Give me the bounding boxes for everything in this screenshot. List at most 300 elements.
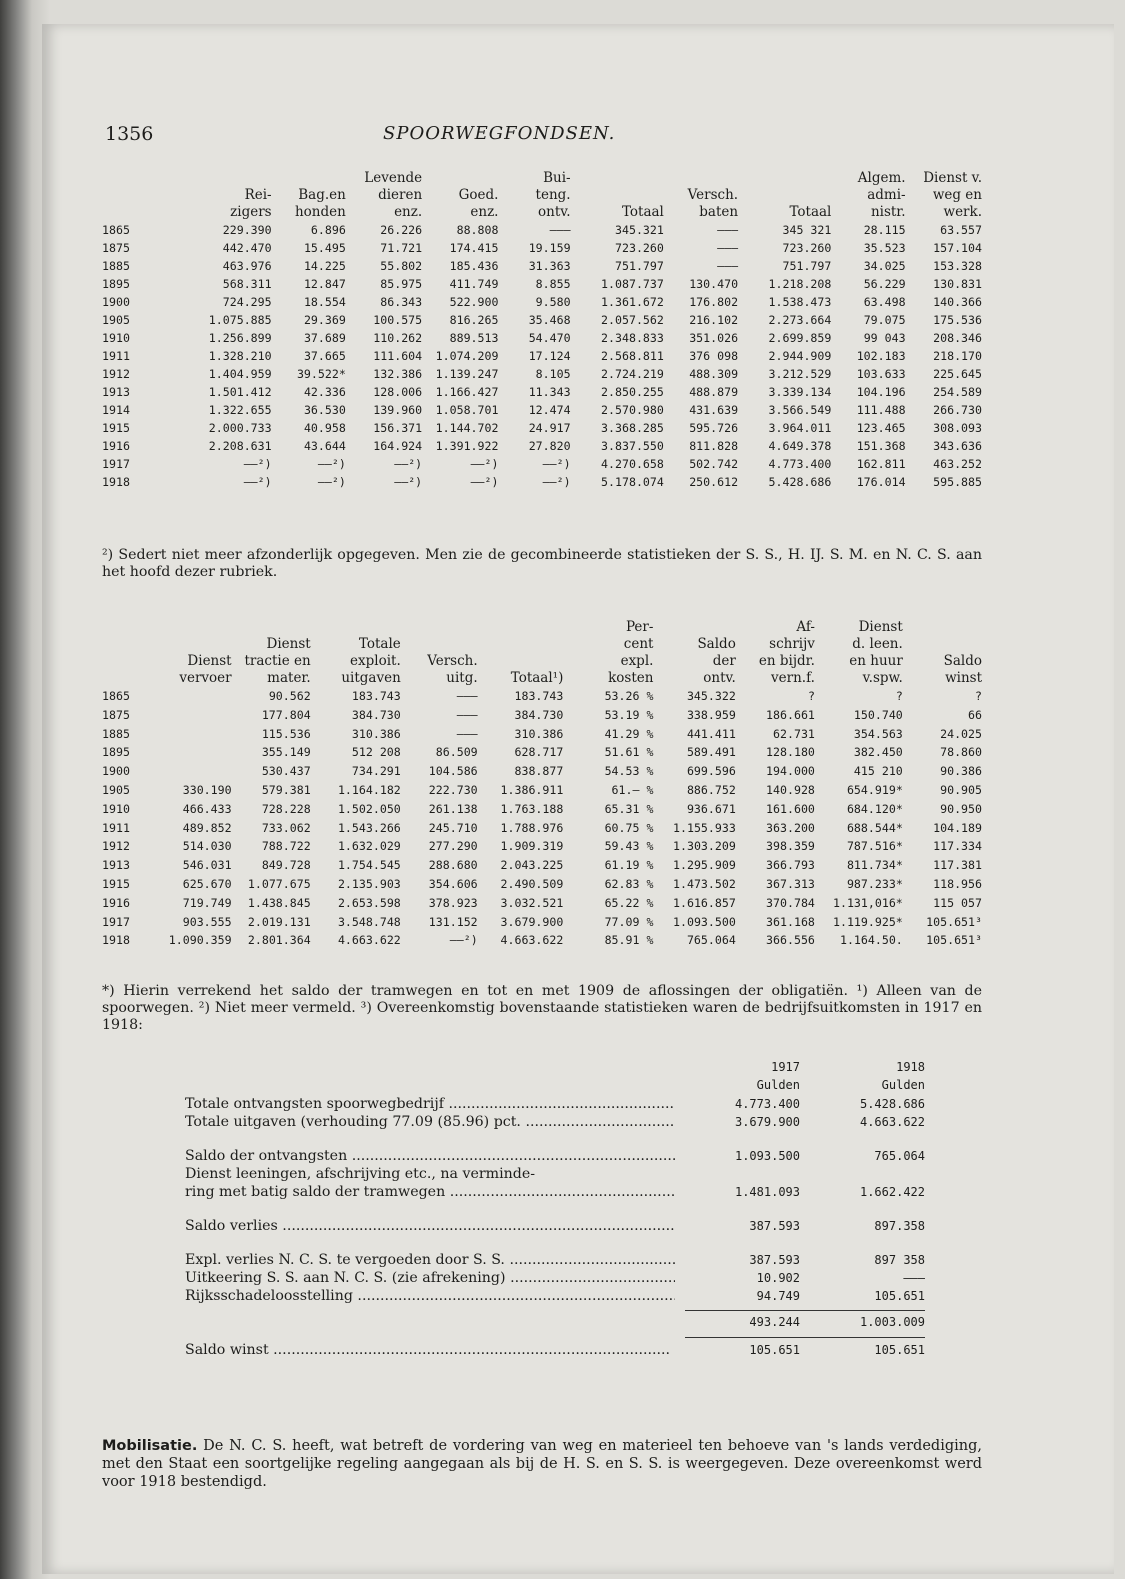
- year-cell: 1915: [102, 421, 130, 435]
- table-cell: ———: [717, 241, 739, 255]
- final-label: Saldo winst .....: [185, 1342, 675, 1358]
- summary-label: ring met batig saldo der tramwegen .....: [185, 1184, 675, 1200]
- column-header: [102, 653, 155, 670]
- column-header: [571, 170, 664, 187]
- table-cell: 71.721: [380, 241, 423, 255]
- year-cell: 1895: [102, 277, 130, 291]
- table-cell: ———: [549, 223, 571, 237]
- table-cell: 162.811: [856, 457, 906, 471]
- table-cell: 765.064: [686, 933, 736, 948]
- year-cell: 1914: [102, 403, 130, 417]
- column-header: vervoer: [179, 670, 232, 686]
- table-cell: 54.470: [528, 331, 571, 345]
- table-cell: 595.885: [933, 475, 982, 489]
- summary-row: [185, 1288, 925, 1306]
- subtotal-1917: 493.244: [749, 1315, 800, 1329]
- table-cell: 156.371: [373, 421, 423, 435]
- table-cell: 150.740: [853, 707, 903, 722]
- table-cell: 1.303.209: [673, 839, 736, 854]
- table-cell: 261.138: [428, 801, 478, 816]
- table-cell: 90.950: [940, 801, 982, 816]
- table-cell: 65.31 %: [604, 801, 654, 816]
- paragraph-text: De N. C. S. heeft, wat betreft de vordering van weg en materieel ten behoeve van 's lands verdediging, met den Staat een soortgelijke regeling aangegaan als bij de H. S. en S. S. is weergegeven. Deze overeenkomst werd voor 1918 bestendigd.: [102, 1438, 982, 1490]
- table-cell: ———: [456, 689, 478, 703]
- table-cell: 90.562: [268, 689, 311, 703]
- results-summary: [185, 1060, 925, 1360]
- table-cell: 1.075.885: [208, 313, 272, 327]
- table-cell: 12.847: [303, 277, 346, 291]
- table-cell: 128.006: [373, 385, 423, 399]
- summary-row: [185, 1252, 925, 1270]
- column-header: [155, 636, 232, 653]
- table-row: [102, 473, 982, 491]
- summary-year-1917: 1917: [771, 1060, 800, 1074]
- summary-value-1918: 105.651: [874, 1289, 925, 1303]
- year-cell: 1900: [102, 764, 130, 779]
- column-header: [155, 619, 232, 636]
- table-cell: 1.391.922: [435, 439, 499, 453]
- summary-row: [185, 1096, 925, 1114]
- column-header: weg en: [932, 187, 982, 203]
- table-row: [102, 347, 982, 365]
- column-header: Saldo: [943, 653, 982, 669]
- year-cell: 1917: [102, 914, 130, 929]
- column-header: Totaal: [621, 204, 664, 220]
- table-cell: 29.369: [303, 313, 346, 327]
- column-header: vern.f.: [771, 670, 815, 686]
- table-cell: 24.025: [940, 726, 982, 741]
- column-header: [311, 619, 401, 636]
- column-header: [102, 670, 155, 687]
- table-cell: 724.295: [222, 295, 272, 309]
- table-cell: 733.062: [261, 820, 311, 835]
- table-cell: 79.075: [863, 313, 906, 327]
- table2-header-row: [102, 619, 982, 636]
- table-cell: 151.368: [856, 439, 906, 453]
- summary-label: Saldo verlies .....: [185, 1218, 675, 1234]
- table-cell: 40.958: [303, 421, 346, 435]
- year-cell: 1911: [102, 820, 130, 835]
- table-cell: 3.548.748: [337, 914, 401, 929]
- table-cell: 1.164.182: [337, 782, 401, 797]
- table-cell: 177.804: [261, 707, 311, 722]
- table-cell: 2.724.219: [601, 367, 664, 381]
- table-cell: 411.749: [449, 277, 499, 291]
- table-cell: 53.19 %: [604, 707, 654, 722]
- table-cell: 185.436: [449, 259, 499, 273]
- table-row: [102, 401, 982, 419]
- table-cell: 367.313: [766, 876, 815, 891]
- table-cell: 625.670: [182, 876, 232, 891]
- table-cell: 115 057: [933, 895, 982, 910]
- table-cell: 345 321: [782, 223, 832, 237]
- summary-label: Totale uitgaven (verhouding 77.09 (85.96) pct. .....: [185, 1114, 675, 1130]
- table-cell: 366.793: [766, 858, 815, 873]
- table-cell: 111.604: [373, 349, 423, 363]
- table-row: [102, 365, 982, 383]
- table-cell: 363.200: [766, 820, 815, 835]
- table-row: [102, 293, 982, 311]
- table-cell: 370.784: [766, 895, 815, 910]
- table-cell: 1.438.845: [247, 895, 311, 910]
- expenditure-table: [102, 619, 982, 950]
- table-cell: 522.900: [449, 295, 499, 309]
- page-number: 1356: [105, 123, 154, 145]
- table-cell: 250.612: [689, 475, 739, 489]
- table-cell: 5.428.686: [768, 475, 832, 489]
- table-cell: 63.557: [940, 223, 982, 237]
- summary-unit-row: [185, 1078, 925, 1096]
- table-cell: 164.924: [373, 439, 423, 453]
- column-header: [232, 619, 311, 636]
- column-header: baten: [699, 204, 739, 220]
- summary-label: Uitkeering S. S. aan N. C. S. (zie afrekening) .....: [185, 1270, 675, 1286]
- summary-row: [185, 1218, 925, 1236]
- year-cell: 1875: [102, 707, 130, 722]
- table-cell: 110.262: [373, 331, 423, 345]
- summary-label: Totale ontvangsten spoorwegbedrijf .....: [185, 1096, 675, 1112]
- column-header: mater.: [267, 670, 311, 686]
- column-header: Bag.en: [298, 187, 346, 203]
- table-cell: [155, 762, 232, 781]
- table-cell: 699.596: [686, 764, 736, 779]
- table-cell: 330.190: [182, 782, 232, 797]
- table-cell: 2.944.909: [768, 349, 832, 363]
- table-cell: 751.797: [615, 259, 664, 273]
- table-cell: 684.120*: [846, 801, 903, 816]
- column-header: [401, 619, 478, 636]
- table-cell: 130.831: [933, 277, 982, 291]
- table-row: [102, 687, 982, 706]
- column-header: Bui-: [543, 170, 571, 186]
- table-cell: 105.651³: [926, 914, 982, 929]
- table-cell: 8.855: [535, 277, 571, 291]
- year-cell: 1910: [102, 331, 130, 345]
- table1-header-row: [102, 204, 982, 221]
- summary-final-row: [185, 1342, 925, 1360]
- table-cell: 589.491: [686, 745, 736, 760]
- table-cell: 99 043: [863, 331, 906, 345]
- table-row: [102, 329, 982, 347]
- column-header: ontv.: [703, 670, 736, 686]
- table-cell: ?: [975, 689, 982, 703]
- table-cell: 105.651³: [926, 933, 982, 948]
- table-cell: 310.386: [351, 726, 401, 741]
- table-cell: 63.498: [863, 295, 906, 309]
- table-cell: 734.291: [351, 764, 401, 779]
- table-row: [102, 275, 982, 293]
- table-cell: 61.— %: [611, 782, 654, 797]
- table-cell: 431.639: [689, 403, 739, 417]
- year-cell: 1885: [102, 259, 130, 273]
- summary-value-1917: 1.481.093: [734, 1185, 800, 1199]
- table-cell: 1.502.050: [337, 801, 401, 816]
- table-cell: 384.730: [514, 707, 564, 722]
- table-cell: 3.837.550: [601, 439, 664, 453]
- table-cell: 382.450: [853, 745, 903, 760]
- column-header: v.spw.: [862, 670, 903, 686]
- subtotal-rule: [685, 1310, 925, 1311]
- table-cell: 14.225: [303, 259, 346, 273]
- table-row: [102, 383, 982, 401]
- table-row: [102, 913, 982, 932]
- table-cell: 208.346: [933, 331, 982, 345]
- table-cell: 488.879: [689, 385, 739, 399]
- table-cell: 1.218.208: [768, 277, 832, 291]
- table-cell: [155, 743, 232, 762]
- table-cell: 1.058.701: [435, 403, 499, 417]
- year-cell: 1875: [102, 241, 130, 255]
- table-cell: 1.404.959: [208, 367, 272, 381]
- table-cell: ——²): [449, 933, 478, 948]
- table-cell: 811.828: [689, 439, 739, 453]
- table-cell: 1.473.502: [673, 876, 736, 891]
- summary-value-1918: 765.064: [874, 1149, 925, 1163]
- year-cell: 1885: [102, 726, 130, 741]
- table-cell: 1.087.737: [601, 277, 664, 291]
- table-cell: 1.090.359: [168, 933, 232, 948]
- table-cell: ———: [456, 726, 478, 741]
- table-cell: 139.960: [373, 403, 423, 417]
- table-cell: 466.433: [182, 801, 232, 816]
- column-header: zigers: [230, 204, 272, 220]
- table-cell: 308.093: [933, 421, 982, 435]
- table-cell: 60.75 %: [604, 820, 654, 835]
- table-cell: 355.149: [261, 745, 311, 760]
- column-header: [478, 653, 564, 670]
- table-cell: 85.975: [380, 277, 423, 291]
- column-header: uitgaven: [341, 670, 401, 686]
- mobilisation-paragraph: [102, 1437, 982, 1491]
- table-cell: 1.361.672: [601, 295, 664, 309]
- table-cell: ———: [717, 259, 739, 273]
- table-cell: 42.336: [303, 385, 346, 399]
- table-cell: ——²): [243, 457, 272, 471]
- table-cell: 1.256.899: [208, 331, 272, 345]
- summary-value-1918: 4.663.622: [859, 1115, 925, 1129]
- table-cell: 37.689: [303, 331, 346, 345]
- year-cell: 1916: [102, 895, 130, 910]
- table-cell: 3.964.011: [768, 421, 832, 435]
- table-cell: 35.523: [863, 241, 906, 255]
- table2-header-row: [102, 636, 982, 653]
- column-header: [738, 170, 831, 187]
- table-cell: 1.322.655: [208, 403, 272, 417]
- column-header: [102, 170, 153, 187]
- year-cell: 1900: [102, 295, 130, 309]
- table-cell: 378.923: [428, 895, 478, 910]
- table-cell: 27.820: [528, 439, 571, 453]
- summary-label: Expl. verlies N. C. S. te vergoeden door S. S. .....: [185, 1252, 675, 1268]
- table-row: [102, 221, 982, 239]
- year-cell: 1918: [102, 475, 130, 489]
- table-row: [102, 743, 982, 762]
- table-cell: 59.43 %: [604, 839, 654, 854]
- running-title: SPOORWEGFONDSEN.: [383, 123, 616, 144]
- table-cell: 88.808: [456, 223, 499, 237]
- table-cell: 54.53 %: [604, 764, 654, 779]
- table-cell: 310.386: [514, 726, 564, 741]
- table-cell: 216.102: [689, 313, 739, 327]
- table-cell: 361.168: [766, 914, 815, 929]
- table-cell: 6.896: [310, 223, 346, 237]
- table-cell: ——²): [394, 457, 423, 471]
- table-cell: 4.649.378: [768, 439, 832, 453]
- summary-row: [185, 1148, 925, 1166]
- summary-value-1918: 897 358: [874, 1253, 925, 1267]
- column-header: Algem.: [857, 170, 906, 186]
- table-cell: 3.368.285: [601, 421, 664, 435]
- column-header: Dienst: [266, 636, 311, 652]
- year-cell: 1913: [102, 385, 130, 399]
- table-cell: 288.680: [428, 858, 478, 873]
- table-cell: 2.208.631: [208, 439, 272, 453]
- year-cell: 1905: [102, 313, 130, 327]
- table-cell: 8.105: [535, 367, 571, 381]
- table-cell: 104.196: [856, 385, 906, 399]
- table-cell: 17.124: [528, 349, 571, 363]
- table-cell: [155, 687, 232, 706]
- column-header: honden: [294, 204, 346, 220]
- column-header: [571, 187, 664, 204]
- footnote-revenue: ²) Sedert niet meer afzonderlijk opgegeven. Men zie de gecombineerde statistieken der S. S., H. IJ. S. M. en N. C. S. aan het hoofd dezer rubriek.: [102, 547, 982, 580]
- column-header: Levende: [364, 170, 423, 186]
- table-cell: 512 208: [351, 745, 401, 760]
- table-cell: 889.513: [449, 331, 499, 345]
- table-cell: 225.645: [933, 367, 982, 381]
- table-row: [102, 819, 982, 838]
- revenue-table: [102, 170, 982, 491]
- table-cell: 345.321: [615, 223, 664, 237]
- table-cell: 128.180: [766, 745, 815, 760]
- year-cell: 1916: [102, 439, 130, 453]
- column-header: nistr.: [870, 204, 906, 220]
- table-cell: 34.025: [863, 259, 906, 273]
- table-cell: 2.490.509: [500, 876, 564, 891]
- column-header: Totaal: [789, 204, 832, 220]
- table-row: [102, 257, 982, 275]
- table-row: [102, 725, 982, 744]
- summary-unit-1917: Gulden: [756, 1078, 800, 1092]
- year-cell: 1917: [102, 457, 130, 471]
- summary-year-row: [185, 1060, 925, 1078]
- column-header: dieren: [378, 187, 423, 203]
- column-header: Af-: [796, 619, 815, 635]
- column-header: der: [712, 653, 736, 669]
- column-header: en huur: [849, 653, 903, 669]
- table-cell: 489.852: [182, 820, 232, 835]
- table-cell: 19.159: [528, 241, 571, 255]
- table-cell: 266.730: [933, 403, 982, 417]
- column-header: Versch.: [687, 187, 739, 203]
- column-header: [102, 636, 155, 653]
- table-cell: 161.600: [766, 801, 815, 816]
- table-cell: 56.229: [863, 277, 906, 291]
- table-cell: 1.788.976: [500, 820, 564, 835]
- table-cell: 628.717: [514, 745, 564, 760]
- table-row: [102, 311, 982, 329]
- table-row: [102, 437, 982, 455]
- table1-header-row: [102, 187, 982, 204]
- table-cell: 2.043.225: [500, 858, 564, 873]
- table-cell: 838.877: [514, 764, 564, 779]
- table-cell: 111.488: [856, 403, 906, 417]
- table-cell: 186.661: [766, 707, 815, 722]
- table-cell: 65.22 %: [604, 895, 654, 910]
- table-cell: 140.928: [766, 782, 815, 797]
- column-header: ontv.: [538, 204, 571, 220]
- table-cell: 530.437: [261, 764, 311, 779]
- table-cell: 131.152: [428, 914, 478, 929]
- table-cell: 849.728: [261, 858, 311, 873]
- table-row: [102, 931, 982, 950]
- column-header: [153, 170, 272, 187]
- table-cell: 654.919*: [846, 782, 903, 797]
- table-cell: 277.290: [428, 839, 478, 854]
- year-cell: 1865: [102, 223, 130, 237]
- year-cell: 1905: [102, 782, 130, 797]
- column-header: cent: [623, 636, 654, 652]
- table-cell: ——²): [243, 475, 272, 489]
- table-cell: 86.343: [380, 295, 423, 309]
- table-cell: 3.032.521: [500, 895, 564, 910]
- table-cell: 174.415: [449, 241, 499, 255]
- column-header: schrijv: [769, 636, 815, 652]
- table-cell: 903.555: [182, 914, 232, 929]
- summary-unit-1918: Gulden: [881, 1078, 925, 1092]
- column-header: expl.: [620, 653, 654, 669]
- table-cell: 175.536: [933, 313, 982, 327]
- year-cell: 1912: [102, 367, 130, 381]
- table-cell: 18.554: [303, 295, 346, 309]
- column-header: teng.: [535, 187, 571, 203]
- table-row: [102, 706, 982, 725]
- table-cell: 788.722: [261, 839, 311, 854]
- table-cell: 343.636: [933, 439, 982, 453]
- table-cell: 1.139.247: [435, 367, 499, 381]
- table-cell: 36.530: [303, 403, 346, 417]
- column-header: werk.: [943, 204, 982, 220]
- table-cell: 1.543.266: [337, 820, 401, 835]
- final-1917: 105.651: [749, 1343, 800, 1357]
- table-cell: 2.850.255: [601, 385, 664, 399]
- column-header: enz.: [470, 204, 499, 220]
- column-header: Totale: [358, 636, 401, 652]
- table-cell: 39.522*: [296, 367, 346, 381]
- summary-value-1917: 4.773.400: [734, 1097, 800, 1111]
- column-header: tractie en: [244, 653, 311, 669]
- table-cell: 62.731: [773, 726, 815, 741]
- table-cell: 1.763.188: [500, 801, 564, 816]
- table-row: [102, 762, 982, 781]
- footnote-expenditure: *) Hierin verrekend het saldo der tramwegen en tot en met 1909 de aflossingen der obligatiën. ¹) Alleen van de spoorwegen. ²) Niet meer vermeld. ³) Overeenkomstig bovenstaande statistieken waren de bedrijfsuitkomsten in 1917 en 1918:: [102, 983, 982, 1033]
- table-cell: 4.270.658: [601, 457, 664, 471]
- table-cell: 78.860: [940, 745, 982, 760]
- column-header: [903, 636, 982, 653]
- table-cell: 183.743: [351, 689, 401, 703]
- table-cell: 90.386: [940, 764, 982, 779]
- column-header: admi-: [867, 187, 906, 203]
- table-cell: 9.580: [535, 295, 571, 309]
- table-cell: 351.026: [689, 331, 739, 345]
- table-cell: 1.164.50.: [839, 933, 903, 948]
- table-cell: 1.632.029: [337, 839, 401, 854]
- column-header: Dienst: [858, 619, 903, 635]
- table-cell: 31.363: [528, 259, 571, 273]
- table-cell: 723.260: [782, 241, 832, 255]
- table-cell: 102.183: [856, 349, 906, 363]
- table-cell: 568.311: [222, 277, 272, 291]
